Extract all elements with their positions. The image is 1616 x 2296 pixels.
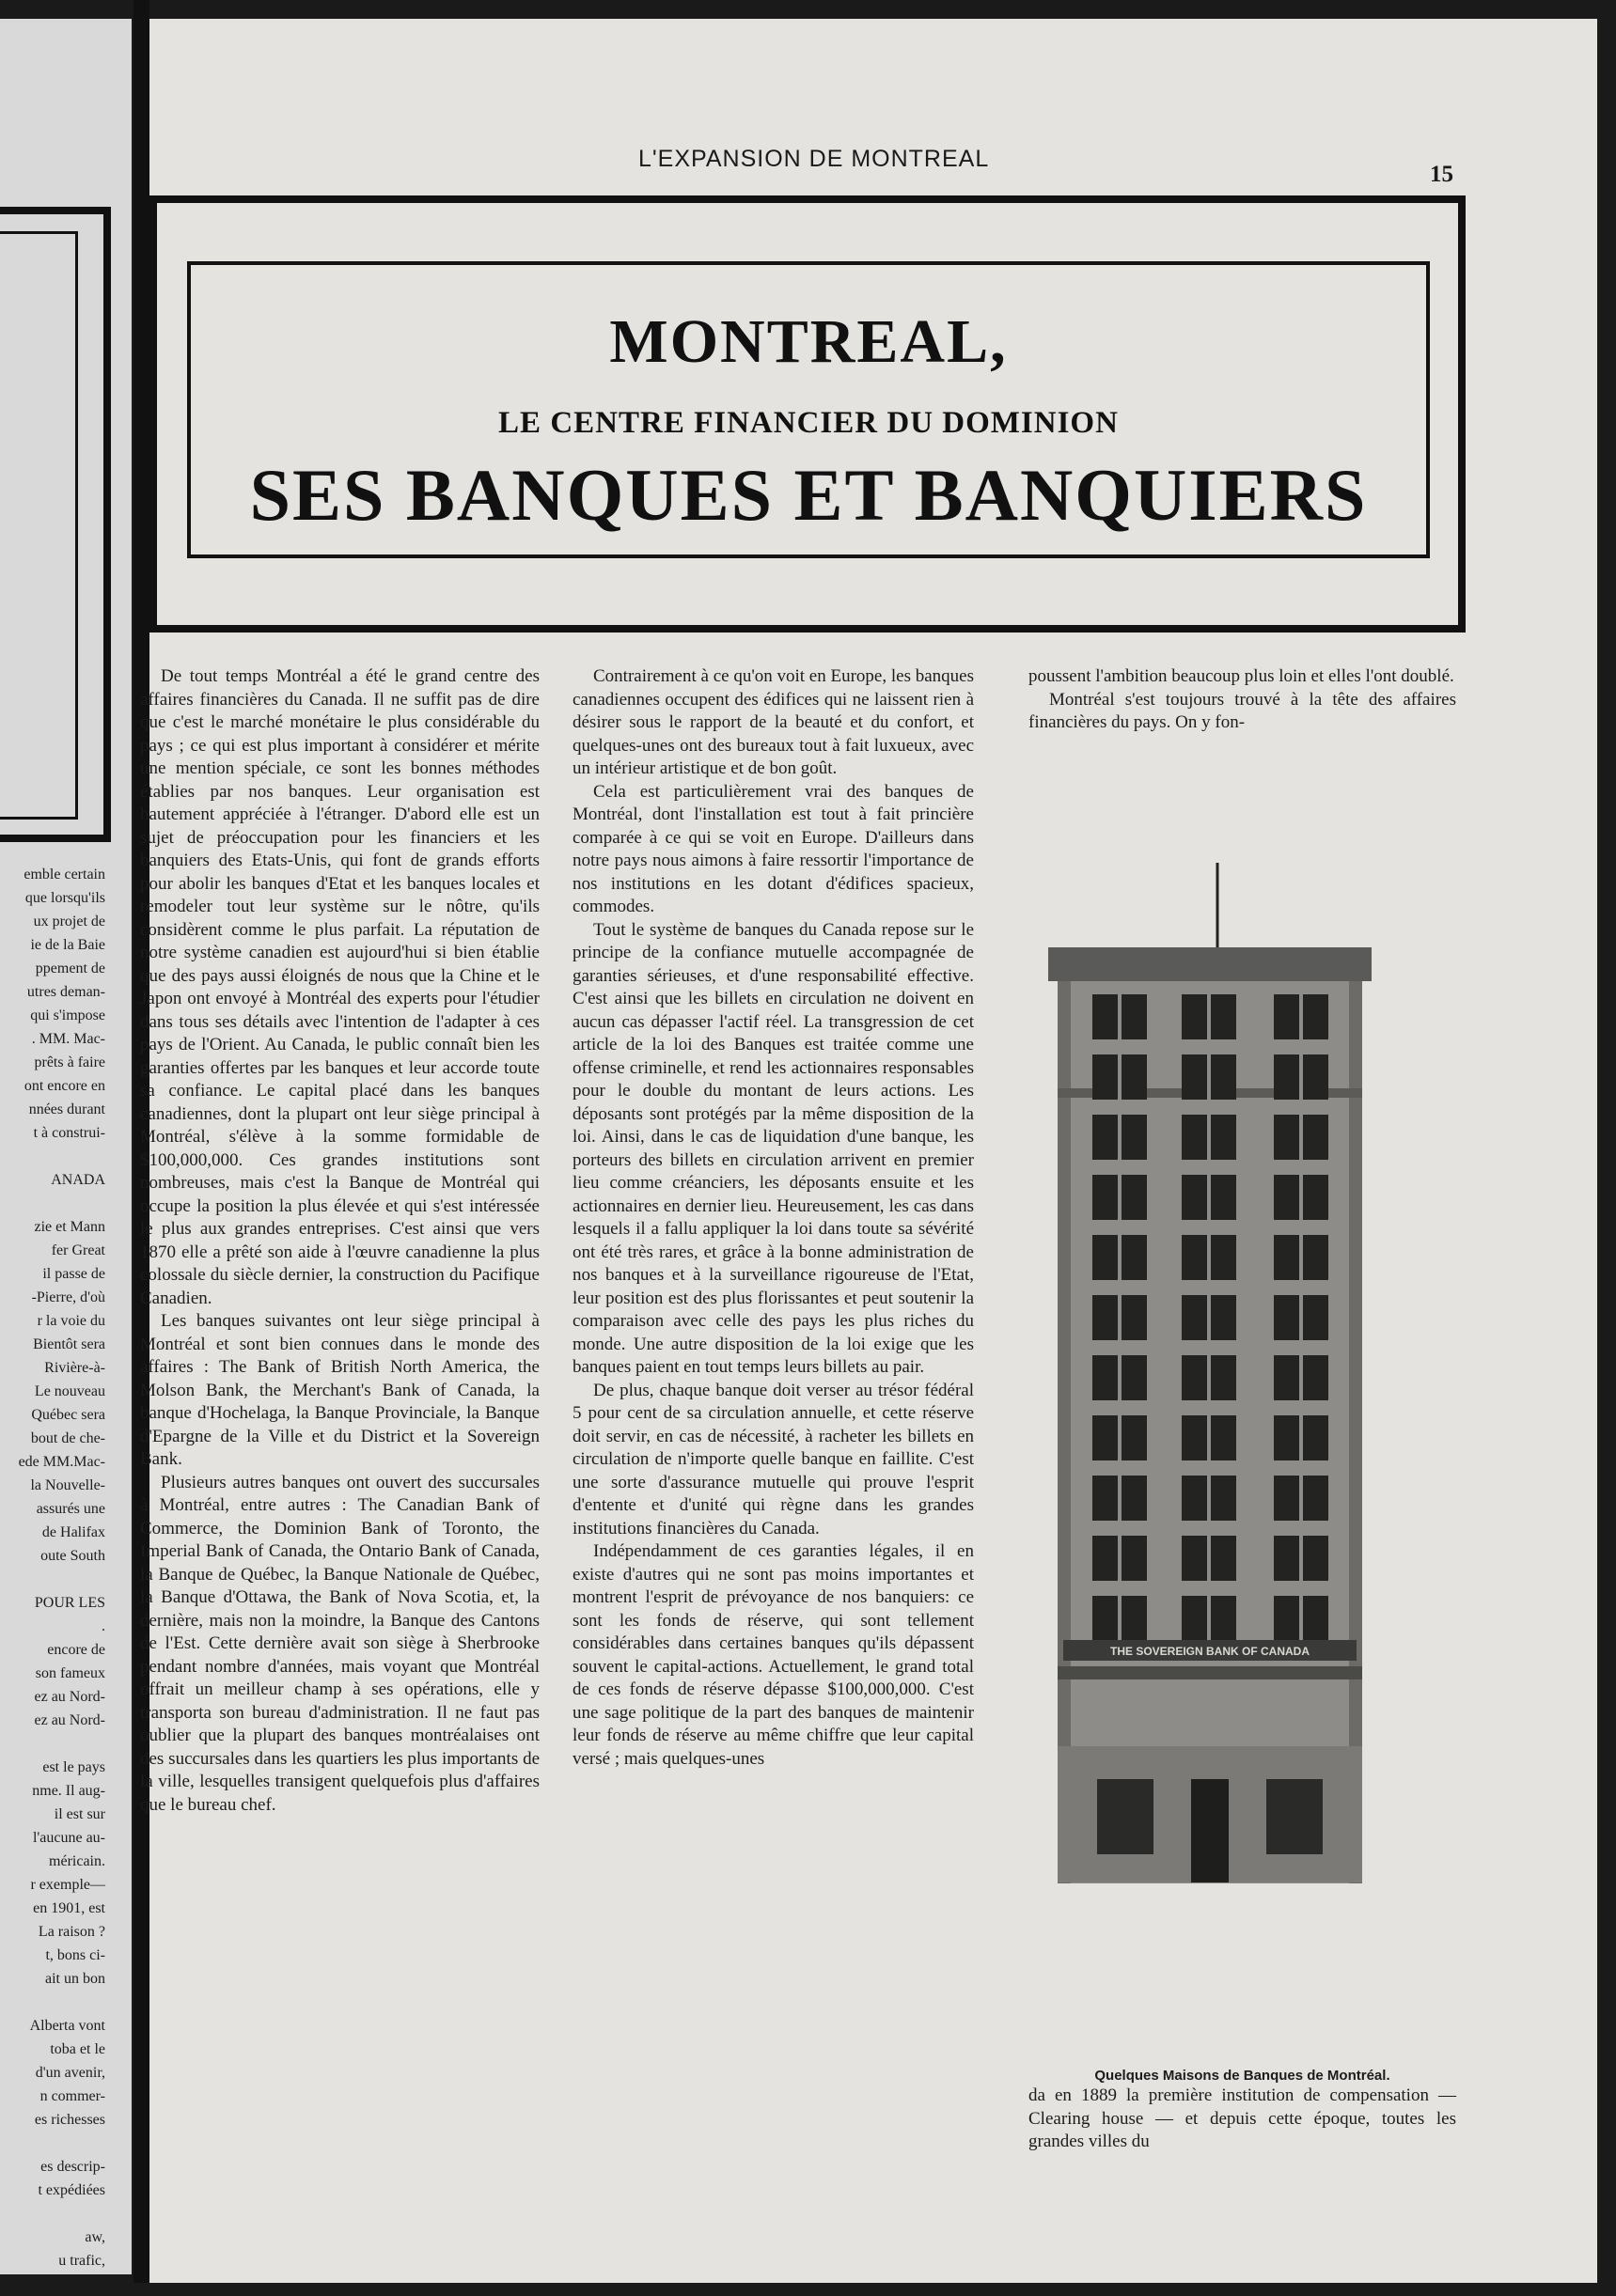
- window-mullion: [1299, 994, 1303, 1039]
- photo-caption: Quelques Maisons de Banques de Montréal.: [1094, 2068, 1390, 2084]
- adjacent-page-line: aw,: [85, 2229, 105, 2245]
- adjacent-page-line: t à construi-: [33, 1125, 105, 1141]
- adjacent-page-line: POUR LES: [34, 1595, 105, 1611]
- window-mullion: [1299, 1596, 1303, 1641]
- article-column-2: [573, 665, 974, 1771]
- window-mullion: [1207, 1295, 1211, 1340]
- paragraph: Les banques suivantes ont leur siège principal à Montréal et sont bien connues dans le monde des affaires : The Bank of British North America, the Molson Bank, the Merchant's Bank of Canada, la banque d'Hochelaga, la Banque Provinciale, la Banque d'Epargne de la Ville et du District et la Sovereign Bank.: [140, 1311, 540, 1469]
- window-mullion: [1207, 1355, 1211, 1400]
- window-mullion: [1207, 994, 1211, 1039]
- adjacent-page-line: qui s'impose: [30, 1007, 105, 1023]
- window-mullion: [1299, 1115, 1303, 1160]
- window-mullion: [1118, 1596, 1122, 1641]
- adjacent-page-line: que lorsqu'ils: [24, 890, 105, 906]
- adjacent-page-line: t expédiées: [38, 2182, 105, 2198]
- adjacent-page-line: ppement de: [35, 961, 105, 976]
- window-mullion: [1299, 1175, 1303, 1220]
- adjacent-page-line: en 1901, est: [33, 1900, 105, 1916]
- adjacent-page-line: d'un avenir,: [35, 2065, 105, 2081]
- window-mullion: [1207, 1175, 1211, 1220]
- window-mullion: [1299, 1054, 1303, 1100]
- adjacent-page-line: La raison ?: [38, 1924, 105, 1940]
- adjacent-page-line: [2, 2132, 105, 2155]
- adjacent-page-line: oute South: [40, 1548, 105, 1564]
- adjacent-page-line: son fameux: [35, 1665, 105, 1681]
- adjacent-page-fragment: [0, 19, 132, 2292]
- adjacent-page-line: es richesses: [34, 2112, 105, 2128]
- window-mullion: [1118, 1175, 1122, 1220]
- window-mullion: [1299, 1235, 1303, 1280]
- adjacent-page-line: nme. Il aug-: [32, 1783, 105, 1799]
- adjacent-page-line: prêts à faire: [34, 1054, 105, 1070]
- adjacent-page-line: ANADA: [51, 1172, 105, 1188]
- running-head: L'EXPANSION DE MONTREAL: [638, 146, 990, 172]
- window-mullion: [1207, 1476, 1211, 1521]
- window-mullion: [1299, 1536, 1303, 1581]
- subheadline: LE CENTRE FINANCIER DU DOMINION: [498, 406, 1119, 440]
- adjacent-page-line: [2, 1732, 105, 1756]
- window-mullion: [1118, 1054, 1122, 1100]
- window-mullion: [1118, 994, 1122, 1039]
- window-mullion: [1207, 1054, 1211, 1100]
- window-mullion: [1118, 1235, 1122, 1280]
- adjacent-page-line: nnées durant: [28, 1101, 105, 1117]
- adjacent-page-line: . MM. Mac-: [31, 1031, 105, 1047]
- adjacent-page-line: toba et le: [50, 2041, 105, 2057]
- adjacent-page-line: t, bons ci-: [45, 1947, 105, 1963]
- adjacent-page-line: il est sur: [54, 1806, 105, 1822]
- paragraph: Plusieurs autres banques ont ouvert des succursales à Montréal, entre autres : The Canadian Bank of Commerce, the Dominion Bank of Toronto, the Imperial Bank of Canada, the Ontario Bank of Canada, la Banque de Québec, la Banque Nationale de Québec, la Banque d'Ottawa, the Bank of Nova Scotia, et, la dernière, mais non la moindre, la Banque des Cantons de l'Est. Cette dernière avait son siège à Sherbrooke pendant nombre d'années, mais voyant que Montréal offrait un meilleur champ à ses opérations, elle y transporta son bureau d'administration. Il ne faut pas oublier que la plupart des banques montréalaises ont des succursales dans les quartiers les plus importants de la ville, lesquelles transigent quelquefois plus d'affaires que le bureau chef.: [140, 1472, 540, 1815]
- adjacent-page-line: Manitoba).: [39, 2276, 105, 2292]
- window-mullion: [1118, 1295, 1122, 1340]
- title-inner-frame: [187, 261, 1430, 558]
- adjacent-page-line: ez au Nord-: [34, 1689, 105, 1705]
- main-headline: SES BANQUES ET BANQUIERS: [249, 454, 1368, 536]
- adjacent-page-line: ont encore en: [24, 1078, 105, 1094]
- window-mullion: [1299, 1476, 1303, 1521]
- window-mullion: [1207, 1115, 1211, 1160]
- adjacent-page-line: Alberta vont: [29, 2018, 105, 2034]
- adjacent-page-line: es descrip-: [40, 2159, 105, 2175]
- title-frame: [149, 195, 1466, 633]
- adjacent-page-line: -Pierre, d'où: [31, 1289, 105, 1305]
- adjacent-page-line: emble certain: [24, 867, 105, 882]
- article-column-1: [140, 665, 540, 1817]
- window-mullion: [1118, 1415, 1122, 1460]
- adjacent-page-frame: [0, 207, 111, 842]
- adjacent-page-line: [2, 1991, 105, 2014]
- paragraph: Indépendamment de ces garanties légales, il en existe d'autres qui ne sont pas moins importantes et montrent l'esprit de prévoyance de nos banquiers: ce sont les fonds de réserve, qui sont tellement considérables dans certaines banques qu'ils dépassent souvent le capital-actions. Actuellement, le grand total de ces fonds de réserve dépasse $100,000,000. C'est une sage politique de la part des banques de maintenir leur fonds de réserve au même chiffre que leur capital versé ; mais quelques-unes: [573, 1541, 974, 1769]
- adjacent-page-line: l'aucune au-: [32, 1830, 105, 1846]
- window-mullion: [1207, 1596, 1211, 1641]
- adjacent-page-line: de Halifax: [41, 1524, 105, 1540]
- adjacent-page-line: u trafic,: [58, 2253, 105, 2269]
- adjacent-page-line: ie de la Baie: [30, 937, 105, 953]
- article-column-3: [1028, 665, 1456, 735]
- window-mullion: [1118, 1476, 1122, 1521]
- adjacent-page-line: Québec sera: [31, 1407, 105, 1423]
- window-mullion: [1118, 1355, 1122, 1400]
- adjacent-page-line: [2, 1568, 105, 1591]
- paragraph: De tout temps Montréal a été le grand centre des affaires financières du Canada. Il ne suffit pas de dire que c'est le marché monétaire le plus considérable du pays ; ce qui est plus important à considérer et mérite une mention spéciale, ce sont les bonnes méthodes établies par nos banques. Leur organisation est hautement appréciée à l'étranger. D'abord elle est un sujet de préoccupation pour les financiers et les banquiers des Etats-Unis, qui font de grands efforts pour abolir les banques d'Etat et les banques locales et remodeler tout leur système sur le nôtre, qu'ils considèrent comme le plus parfait. La réputation de notre système canadien est aujourd'hui si bien établie que des pays aussi éloignés de nous que la Chine et le Japon ont envoyé à Montréal des experts pour l'étudier dans tous ses détails avec l'intention de l'adapter à ces pays de l'Orient. Au Canada, le public connaît bien les garanties offertes par les banques et leur accorde toute sa confiance. Le capital placé dans les banques canadiennes, dont la plupart ont leur siège principal à Montréal, s'élève à la somme formidable de $100,000,000. Ces grandes institutions sont nombreuses, mais c'est la Banque de Montréal qui occupe la position la plus élevée et qui s'est intéressée le plus aux grandes entreprises. C'est ainsi que vers 1870 elle a prêté son aide à l'œuvre canadienne la plus colossale du siècle dernier, la construction du Pacifique Canadien.: [140, 666, 540, 1308]
- paragraph: Tout le système de banques du Canada repose sur le principe de la confiance mutuelle accompagnée de garanties sérieuses, et d'une responsabilité effective. C'est ainsi que les billets en circulation ne doivent en aucun cas dépasser l'actif réel. La transgression de cet article de la loi des Banques est traitée comme une offense criminelle, et rend les actionnaires responsables pour le double du montant de leurs actions. Les déposants sont protégés par la même disposition de la loi. Ainsi, dans le cas de liquidation d'une banque, les porteurs des billets en circulation arrivent en premier lieu comme créanciers, les déposants ensuite et les actionnaires en dernier lieu. Heureusement, les cas dans lesquels il a fallu appliquer la loi dans toute sa sévérité ont été très rares, et grâce à la bonne administration de nos banques et à la surveillance rigoureuse de l'Etat, leur position est des plus florissantes et peut soutenir la comparaison avec celle des pays les plus riches du monde. Une autre disposition de la loi exige que les banques paient en tout temps leurs billets au pair.: [573, 919, 974, 1377]
- adjacent-page-line: méricain.: [49, 1853, 105, 1869]
- adjacent-page-line: .: [102, 1618, 105, 1634]
- adjacent-page-line: ez au Nord-: [34, 1712, 105, 1728]
- adjacent-page-line: fer Great: [51, 1242, 105, 1258]
- window-mullion: [1299, 1415, 1303, 1460]
- adjacent-page-line: est le pays: [42, 1759, 105, 1775]
- adjacent-page-line: zie et Mann: [34, 1219, 105, 1235]
- adjacent-page-line: n commer-: [39, 2088, 105, 2104]
- adjacent-page-line: encore de: [47, 1642, 105, 1658]
- window-mullion: [1207, 1235, 1211, 1280]
- adjacent-page-line: utres deman-: [26, 984, 105, 1000]
- bank-building-photo: [1041, 844, 1379, 1882]
- adjacent-page-line: ux projet de: [33, 914, 105, 929]
- window-mullion: [1207, 1536, 1211, 1581]
- adjacent-page-line: Rivière-à-: [44, 1360, 105, 1376]
- adjacent-page-line: [2, 1192, 105, 1215]
- paragraph: De plus, chaque banque doit verser au trésor fédéral 5 pour cent de sa circulation annuelle, et cette réserve doit servir, en cas de nécessité, à racheter les billets en circulation de n'importe quelle banque en faillite. C'est une sorte d'assurance mutuelle qui prouve l'esprit d'entente et d'unité qui règne dans les grandes institutions financières du Canada.: [573, 1380, 974, 1538]
- window-mullion: [1207, 1415, 1211, 1460]
- paragraph: poussent l'ambition beaucoup plus loin et elles l'ont doublé.: [1028, 666, 1454, 686]
- adjacent-page-line: assurés une: [36, 1501, 105, 1517]
- adjacent-page-line: il passe de: [42, 1266, 105, 1282]
- page-number: 15: [1430, 162, 1453, 187]
- window-mullion: [1118, 1115, 1122, 1160]
- adjacent-page-line: Bientôt sera: [33, 1336, 105, 1352]
- adjacent-page-line: bout de che-: [30, 1430, 105, 1446]
- paragraph: Montréal s'est toujours trouvé à la tête des affaires financières du pays. On y fon-: [1028, 689, 1456, 732]
- adjacent-page-line: [2, 1145, 105, 1168]
- adjacent-page-line: la Nouvelle-: [30, 1477, 105, 1493]
- adjacent-page-line: r exemple—: [30, 1877, 105, 1893]
- paragraph: da en 1889 la première institution de compensation — Clearing house — et depuis cette époque, toutes les grandes villes du: [1028, 2085, 1456, 2151]
- window-mullion: [1299, 1295, 1303, 1340]
- adjacent-page-line: ede MM.Mac-: [18, 1454, 105, 1470]
- headline: MONTREAL,: [609, 307, 1008, 376]
- newspaper-page: [140, 19, 1597, 2283]
- article-column-3-continued: [1028, 2085, 1456, 2154]
- adjacent-page-text: [2, 863, 105, 2296]
- adjacent-page-line: Le nouveau: [34, 1383, 105, 1399]
- adjacent-page-line: r la voie du: [37, 1313, 105, 1329]
- window-mullion: [1118, 1536, 1122, 1581]
- bank-sign: THE SOVEREIGN BANK OF CANADA: [1109, 1645, 1310, 1658]
- adjacent-page-line: [2, 2202, 105, 2226]
- paragraph: Contrairement à ce qu'on voit en Europe, les banques canadiennes occupent des édifices qui ne laissent rien à désirer sous le rapport de la beauté et du confort, et quelques-unes ont des bureaux tout à fait luxueux, avec un intérieur artistique et de bon goût.: [573, 666, 974, 778]
- adjacent-page-line: ait un bon: [45, 1971, 105, 1987]
- paragraph: Cela est particulièrement vrai des banques de Montréal, dont l'installation est tout à fait princière comparée à ce qui se voit en Europe. D'ailleurs dans notre pays nous aimons à faire ressortir l'importance de nos institutions en les dotant d'édifices spacieux, commodes.: [573, 781, 974, 916]
- window-mullion: [1299, 1355, 1303, 1400]
